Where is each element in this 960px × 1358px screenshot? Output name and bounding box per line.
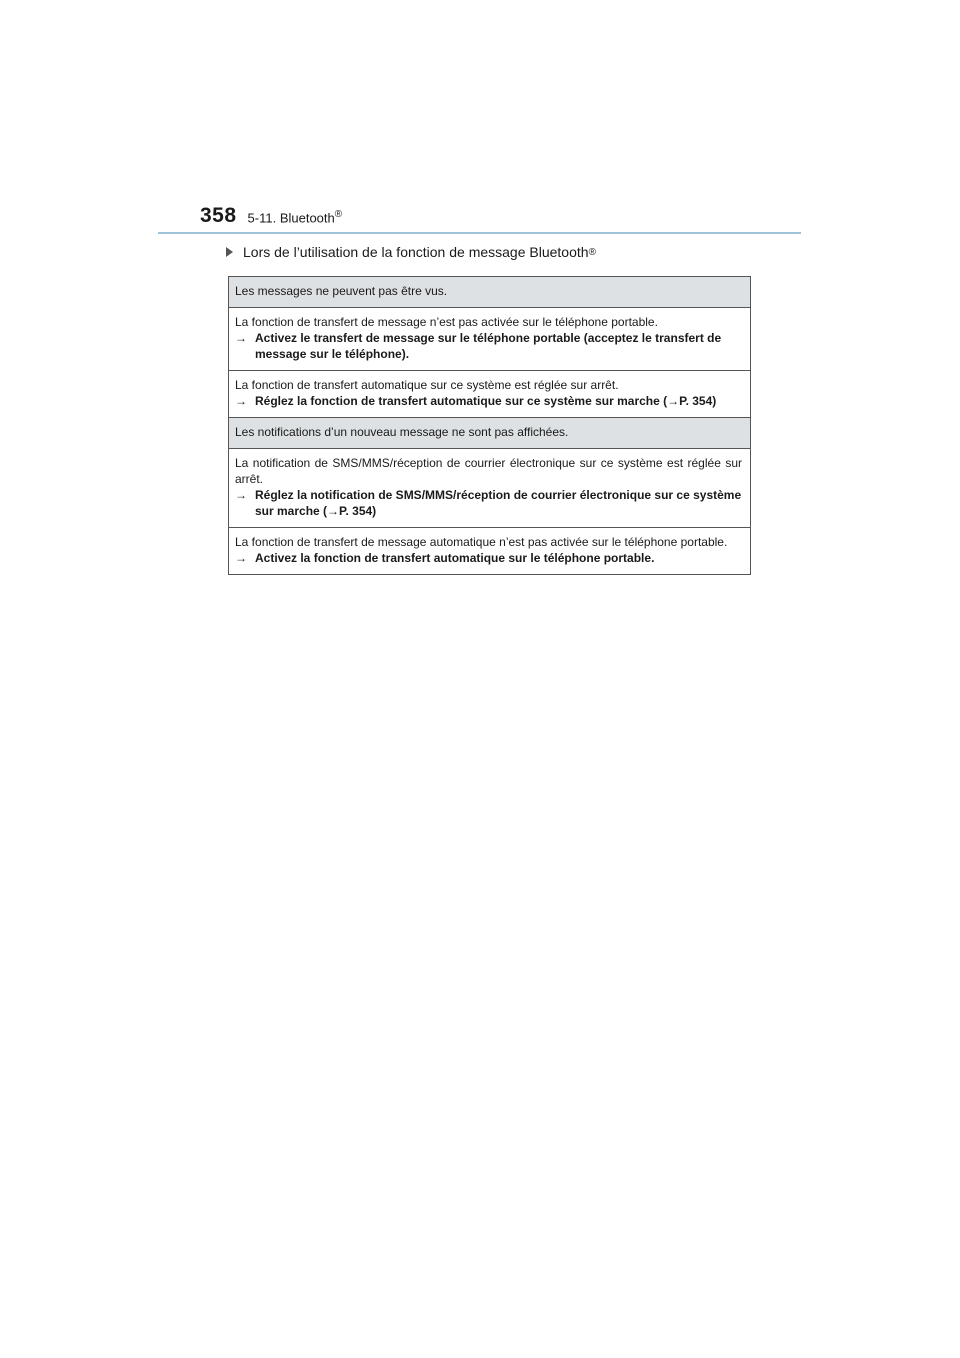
section-title-text: 5-11. Bluetooth: [247, 210, 335, 225]
remedy-label: Réglez la fonction de transfert automatique sur ce système sur marche (→P. 354): [255, 394, 717, 408]
symptom-row: [229, 277, 751, 308]
cause-row: [229, 528, 751, 575]
cause-cell: [229, 528, 751, 575]
cause-text: La notification de SMS/MMS/réception de courrier électronique sur ce système est réglée sur arrêt.: [235, 456, 742, 486]
symptom-cell: Les notifications d’un nouveau message ne sont pas affichées.: [229, 418, 751, 449]
arrow-icon: →: [235, 551, 247, 565]
remedy-label: Activez le transfert de message sur le téléphone portable (acceptez le transfert de message sur le téléphone).: [255, 331, 722, 361]
cause-cell: [229, 449, 751, 528]
arrow-icon: →: [235, 394, 247, 408]
remedy-text: [235, 550, 742, 566]
symptom-row: [229, 418, 751, 449]
subheading: [226, 244, 596, 260]
remedy-text: [235, 393, 742, 409]
subheading-text: Lors de l’utilisation de la fonction de message Bluetooth: [243, 244, 589, 260]
section-title: [248, 209, 343, 225]
cause-text: La fonction de transfert de message automatique n’est pas activée sur le téléphone portable.: [235, 535, 728, 549]
remedy-text: [235, 330, 742, 362]
remedy-text: [235, 487, 742, 519]
triangle-bullet-icon: [226, 247, 233, 257]
registered-mark: ®: [334, 208, 343, 220]
cause-cell: [229, 371, 751, 418]
cause-row: [229, 371, 751, 418]
cause-text: La fonction de transfert automatique sur ce système est réglée sur arrêt.: [235, 378, 619, 392]
arrow-icon: →: [235, 331, 247, 345]
cause-text: La fonction de transfert de message n’est pas activée sur le téléphone portable.: [235, 315, 658, 329]
registered-mark: ®: [588, 246, 596, 258]
remedy-label: Activez la fonction de transfert automatique sur le téléphone portable.: [255, 551, 655, 565]
cause-cell: [229, 308, 751, 371]
cause-row: [229, 449, 751, 528]
cause-row: [229, 308, 751, 371]
page-header: [200, 204, 342, 228]
page-number: 358: [200, 204, 237, 227]
header-divider: [158, 232, 801, 234]
symptom-cell: Les messages ne peuvent pas être vus.: [229, 277, 751, 308]
arrow-icon: →: [235, 488, 247, 502]
troubleshooting-table: [228, 276, 751, 575]
remedy-label: Réglez la notification de SMS/MMS/réception de courrier électronique sur ce système sur marche (→P. 354): [255, 488, 742, 518]
